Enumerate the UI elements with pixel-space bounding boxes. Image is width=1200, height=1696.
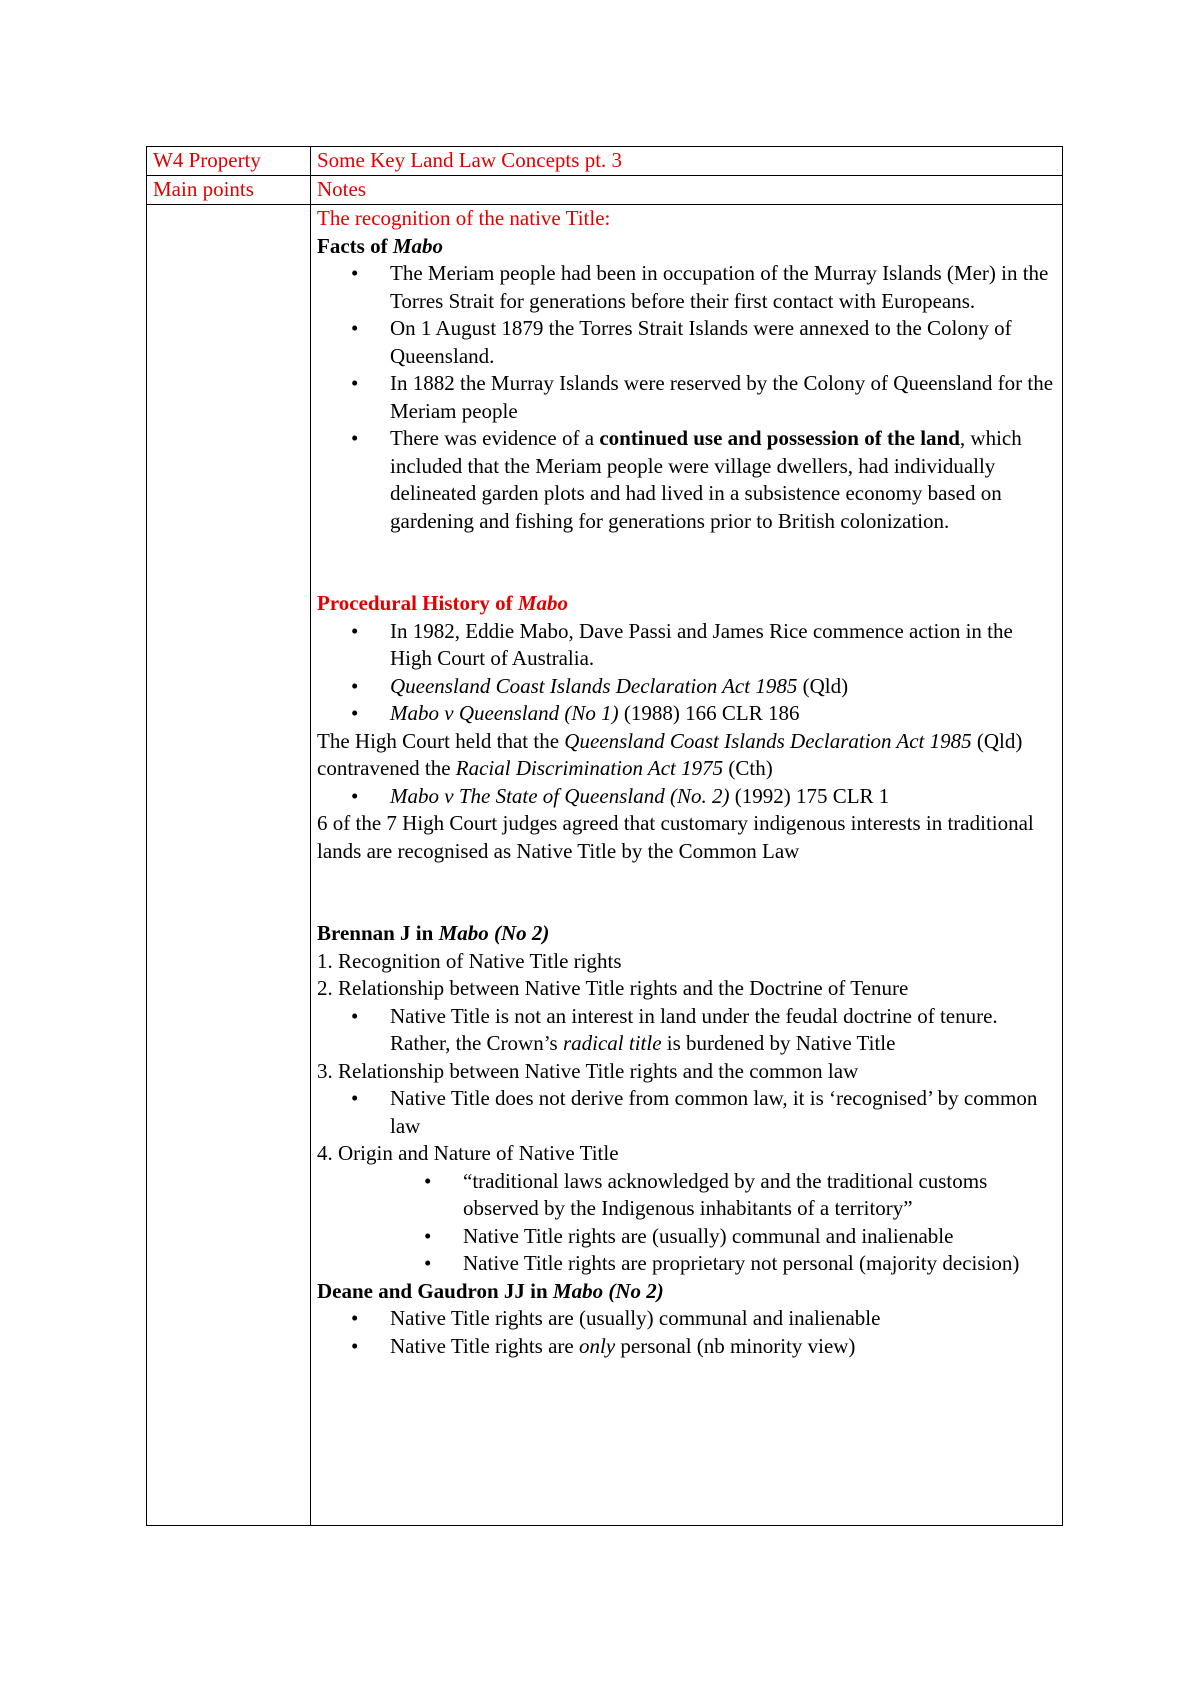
act-citation: Queensland Coast Islands Declaration Act 1985 — [390, 673, 798, 698]
case-citation: Mabo v The State of Queensland (No. 2) — [390, 783, 730, 808]
held-act-2: Racial Discrimination Act 1975 — [455, 756, 724, 780]
column-header-row — [147, 176, 1063, 205]
main-points-header: Main points — [147, 176, 311, 205]
deane-list — [317, 1305, 1056, 1360]
notes-table — [146, 146, 1063, 1526]
list-item: • On 1 August 1879 the Torres Strait Islands were annexed to the Colony of Queensland. — [317, 315, 1056, 370]
procedural-list — [317, 618, 1056, 728]
brennan-point-3: 3. Relationship between Native Title rights and the common law — [317, 1058, 859, 1083]
list-item: • Native Title rights are proprietary not personal (majority decision) — [317, 1250, 1056, 1278]
evidence-emphasis: continued use and possession of the land — [599, 426, 960, 450]
title-row — [147, 147, 1063, 176]
list-item — [317, 425, 1056, 535]
content-row — [147, 205, 1063, 1526]
facts-list — [317, 260, 1056, 535]
notes-header: Notes — [311, 176, 1063, 205]
list-item: • Native Title rights are (usually) communal and inalienable — [317, 1223, 1056, 1251]
list-item — [317, 1333, 1056, 1361]
list-item: • In 1982, Eddie Mabo, Dave Passi and James Rice commence action in the High Court of Australia. — [317, 618, 1056, 673]
brennan-point-3-list — [317, 1085, 1056, 1140]
minority-text-rest: personal (nb minority view) — [615, 1333, 856, 1358]
procedural-list-2 — [317, 783, 1056, 811]
facts-heading — [317, 233, 1056, 261]
held-text-mid: (Qld) contravened the — [317, 728, 1023, 780]
held-text: The High Court held that the — [317, 728, 565, 753]
spacer — [317, 535, 1056, 590]
brennan-heading-case: Mabo (No 2) — [438, 921, 550, 945]
procedural-heading-text: Procedural History of — [317, 591, 518, 615]
notes-cell — [311, 205, 1063, 1526]
week-label: W4 Property — [147, 147, 311, 176]
brennan-point-4-list — [317, 1168, 1056, 1278]
facts-heading-text: Facts of — [317, 233, 393, 258]
brennan-point-2: 2. Relationship between Native Title rights and the Doctrine of Tenure — [317, 976, 909, 1000]
brennan-point-4: 4. Origin and Nature of Native Title — [317, 1141, 619, 1165]
tenure-text-rest: is burdened by Native Title — [661, 1031, 896, 1055]
deane-heading-case: Mabo (No 2) — [552, 1278, 664, 1303]
section-intro: The recognition of the native Title: — [317, 206, 611, 230]
case-reporter: (1988) 166 CLR 186 — [618, 701, 800, 725]
list-item: • In 1882 the Murray Islands were reserved by the Colony of Queensland for the Meriam people — [317, 370, 1056, 425]
list-item — [317, 700, 1056, 728]
list-item: • Native Title does not derive from common law, it is ‘recognised’ by common law — [317, 1085, 1056, 1140]
procedural-heading-case: Mabo — [517, 591, 569, 615]
topic-title: Some Key Land Law Concepts pt. 3 — [311, 147, 1063, 176]
brennan-point-2-list — [317, 1003, 1056, 1058]
list-item — [317, 1003, 1056, 1058]
case-citation: Mabo v Queensland (No 1) — [390, 701, 619, 725]
procedural-heading — [317, 590, 1056, 618]
only-emphasis: only — [578, 1333, 616, 1358]
radical-title-term: radical title — [562, 1031, 662, 1055]
deane-heading — [317, 1278, 1056, 1306]
evidence-text: There was evidence of a — [390, 426, 600, 450]
list-item: • “traditional laws acknowledged by and the traditional customs observed by the Indigenous inhabitants of a territory” — [317, 1168, 1056, 1223]
spacer — [317, 865, 1056, 920]
list-item: • The Meriam people had been in occupation of the Murray Islands (Mer) in the Torres Strait for generations before their first contact with Europeans. — [317, 260, 1056, 315]
list-item — [317, 673, 1056, 701]
brennan-heading-text: Brennan J in — [317, 921, 439, 945]
brennan-heading — [317, 920, 1056, 948]
deane-heading-text: Deane and Gaudron JJ in — [317, 1278, 553, 1303]
held-text-end: (Cth) — [723, 756, 773, 780]
held-act-1: Queensland Coast Islands Declaration Act 1985 — [564, 728, 972, 753]
case-reporter: (1992) 175 CLR 1 — [729, 783, 890, 808]
act-jurisdiction: (Qld) — [797, 673, 849, 698]
brennan-point-1: 1. Recognition of Native Title rights — [317, 948, 622, 973]
main-points-cell — [147, 205, 311, 1526]
judges-agreement: 6 of the 7 High Court judges agreed that customary indigenous interests in traditional lands are recognised as Native Title by the Common Law — [317, 811, 1034, 863]
list-item: • Native Title rights are (usually) communal and inalienable — [317, 1305, 1056, 1333]
list-item — [317, 783, 1056, 811]
tenure-text: Native Title is not an interest in land under the feudal doctrine of tenure. Rather, the Crown’s — [390, 1003, 998, 1055]
evidence-text-rest: , which included that the Meriam people were village dwellers, had individually delineated garden plots and had lived in a subsistence economy based on gardening and fishing for generations prior to British colonization. — [390, 426, 1022, 533]
facts-heading-case: Mabo — [392, 233, 443, 258]
minority-text: Native Title rights are — [390, 1333, 579, 1358]
high-court-held — [317, 728, 1056, 783]
